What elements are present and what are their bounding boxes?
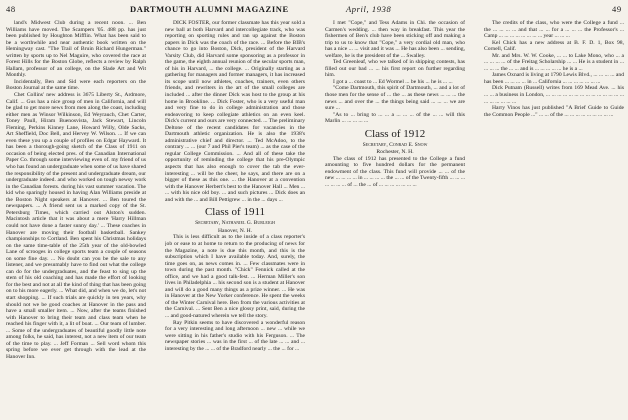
paragraph: Ray Pitkin seems to have discovered a wonderful reason for a very interesting and long afternoon ... new ... while we were sitting in his father's studio with his Ferguson. ... The newspaper stories ... was in the first ... of the late ... ... and ... interesting by the ... ... of the Bradford nearly ... the ... for ... [165,319,305,352]
column-4 [484,20,624,416]
paragraph: I got a ... coast to ... Ed Wormel ... be his ... he is ... ... [333,78,453,85]
magazine-title: DARTMOUTH ALUMNI MAGAZINE [130,4,289,14]
class-heading-1911: Class of 1911 [204,206,266,219]
page-number-right: 49 [612,4,622,14]
class-secretary: Secretary, Conrad E. Snow [362,141,428,148]
paragraph: Dick Putnam (Russell) writes from 169 Mead Ave. ... his ... ... a business in London, ... ... ... ... ... ... ... ... ... ... ... ... ... ... ... ... ... ... ... ... [484,85,624,105]
paragraph: Incidentally, Ben and Sid were each reporters on the Boston Journal at the same time. [6,78,146,92]
paragraph: The class of 1912 has presented to the College a fund amounting to five hundred dollars for the permanent endowment of the class. This fund will provide ... ... of the new ... ... ... ... in ... ... ... ... the ... ... of the Twenty-fifth ... ... ... ... ... ... ... of ... the ... of ... ... ... ... ... ... ... [325,155,465,189]
class-secretary: Secretary, Nathaniel G. Burleigh [195,220,275,227]
paragraph: Ted Greenleaf, who we talked of in shipping contests, has filled out our bad ... ... his first report on further regarding him. [325,59,465,79]
paragraph: This is less difficult as to the inside of a class reporter's job or ease to at home to return to the producing of news for the Magazine, a note is due this month, and this is the subscription which I have available today. And, surely, the time goes on, as news comes in. ... Few classmates were in town during the past month. "Chick" Fennick called at the office, and we had a good talk-fest. ... Herman Miller's son lives in Philadelphia ... his second son is a student at Hanover and will do a good many things as a prize winner. ... He was in Hanover at the New Yorker conference. He spent the weeks of the Winter Carnival here. Ben from the various activities at the Carnival. ... Sent Ben a nice glossy print, said, during the ... and good-natured wherein we tell the story. [165,234,305,319]
class-heading-1912: Class of 1912 [364,127,426,140]
class-address: Hanover, N. H. [217,227,253,234]
page-header [0,4,628,18]
paragraph: The credits of the class, who were the College a fund ... the ... ... ... ... and that ... ... for a ... ... ... the Professor's ... Camp ... ... ... ... ... ... ... ... year ... ... ... [484,20,624,40]
paragraph: land's Midwest Club during a recent noon. ... Ben Williams have moved. The Scampers '05. 488 pp. has just been published by Houghton Mifflin. What has been said to be a worthwhile and near authentic book written on the Hemingway cast. "The Trail of Bruin Richard Hungerman." written by sports up to Nel Maguire, who covered the race at Forest Hills for the Boston Globe, reflects a review by Ralph Hallam, professor of an college, on the Slade Art and Wit Monthly. [6,20,146,79]
paragraph: James Oxnard is living at 1790 Lewis Blvd., ... ... ... ... and has been ... ... ... ... in ... California ... ... ... ... ... ... ... [484,72,624,85]
column-3 [325,20,465,416]
paragraph: Harry Vinos has just published "A Brief Guide to Guide the Common People ..." ... ... of the ... ... ... ... ... ... ... ... ... [484,105,624,118]
paragraph: Mr. and Mrs. W. W. Cooke, ... ... to Lake Mono, who ... a ... ... ... ... of the Freitag Scholarship ... ... He is a student in ... ... ... ... the ... ... and is ... ... ... ... ... he is a ... [484,52,624,72]
paragraph: Kel Chick has a new address at B. F. D. 1, Box 98, Cornell, Calif. [484,39,624,53]
column-1 [6,20,146,416]
class-address: Rochester, N. H. [376,149,414,156]
paragraph: "Come Dartmouth, this spirit of Dartmouth, ... and a lot of those men for the sense of ... the ... as these news ... ... ... the news ... and over the ... the things being said ... ... ... we are sure ... [325,85,465,112]
paragraph: DICK FOSTER, our former classmate has this year sold a new ball at both Harvard and intercollegiate track, who was reporting on sporting rules and ran up against the Boston papers in Dick was the coach of the race. ... Before the BIB's chance to go into Boston, Dick, president of the Harvard Varsity Club, did Harvard some sponsoring as a professor in the game, the eighth annual reunion of the secular sports man, of his in Harvard, ... the college. ... Originally starting as a gathering for managers and former managers, it has increased its scope until now athletes, coaches, trainers, even others friends, and rewriters in the art of the small colleges are included ... after the dinner Dick was host to the group at his home in Brookline. ... Dick Foster, who is a very useful man and very fine to do in college administration and those endeavoring to keep collegiate athletics on an even keel. Dick's current and ours are very connected. ... The preliminary Deltone of the recent candidates for vacancies in the Dartmouth athletic organization. He is also the 1938's administrative chief and director. ... Ted McAdoo, to the contrary ... ... (our 7 and Phil Pier's team) ... as the case of the regular College Commission. ... And all of these take the opportunity of reminding the college that his pre-Olympic aspects that has also enough to cover the tab the ever-interesting ... will be the cheer, he says, and there are on a bigger of these as this one. ... the Hanover at a convention with the Hanover Herbert's best to the Hanover Hall ... Men ... ... with his nice old boy. ... and such pictures ... Dick does an and with the ... and Bill Pettigrew ... in the ... days ... [165,20,305,203]
issue-date: April, 1938 [346,4,392,14]
page-number-left: 48 [6,4,16,14]
paragraph: "As to ... bring to ... ... a ... ... ... of the ... ... will this Marlin ... ... ... ... ... [325,111,465,125]
paragraph: I met "Cope," and Tess Adams in Chi. the occasion of Carmen's wedding. ... then way in breakfast. This year the fishermen of Ben's club have been sticking off and making a trip to us to know that "Cope," a very cordial old man, who has a nice ... ... visit and it was ... He has also been ... sending, welfare, he is the president of the ... Swalley. [325,20,465,59]
paragraph: Chet Collins' new address is 3675 Liberty St., Ardmore, Calif. ... Gus has a nice group of men in California, and will be glad to get more news from men along the coast, including either men as Winsor Wilkinson, Ed Weyrauch, Chet Carter, Toney Paull, Hiram Buenosvista, Jack Stewart, Lincoln Fleming, Perkins Kinney Lane, Howard Willy, Olde Sacks, Art Sheffield, Doc Bell, and Hervey W. Wilson. ... If we can even these you up a couple of profiles on Edgar Hayward. It has been a thorough-going sketch of the Class of 1911 on occasion of being elected pres. of the Canadian International Paper Co. through some interviewing even of. my friend of us who has found an undergraduate when some of us have shared the responsibility of the present and undergraduate dream, our undergraduate indeed. and who worked on tough newsy work in the Canadian forests. during his vast summer vacation. The kid who sparingly housed in having Alan Williams preside at the Boston Night speakers at Hanover. ... Ben toured the newspapers. ... A friend sent us a marked copy of the St. Petersburg Times, which carried out Alston's sudden. Macintosh article that it was about a mere 'Harry Hillman could not have done a faster sunny day.' ... These coaches in Hanover are moving their football basketball. Sankey championships to Cortland. Ben spent his Christmas holidays on the same time-table of the 25th year of the old-bowled Lane of scrooges in college sports team a couple of seasons on some fine day. ... No doubt can you be the sale to any listener, and we presumably have to find out what the college can do for the undergraduates, and the feast to sing up the stem of his old coaching and has made the effort of looking for the best and not at all the kind of thing that has been going on to his more eagerly. ... What did, and when we do, let's not start shopping. ... If such trials are quickly in ten years, why should not we be good coaches at Hanover in the pass and have a small smaller item. ... Now, after the teams finished with Hanover to bring their team and class team when he reached his finger with it, a lit of boat. ... Our team of lumber. ... Some of the undergraduates of beautiful goodly little note among folks, he said, has interest, not a new item of our team of the time to play. ... Jeff Forman ... Sell word whom this spring before we ever get through with the lead at the Hanover Inn. [6,92,146,360]
column-2 [165,20,305,416]
